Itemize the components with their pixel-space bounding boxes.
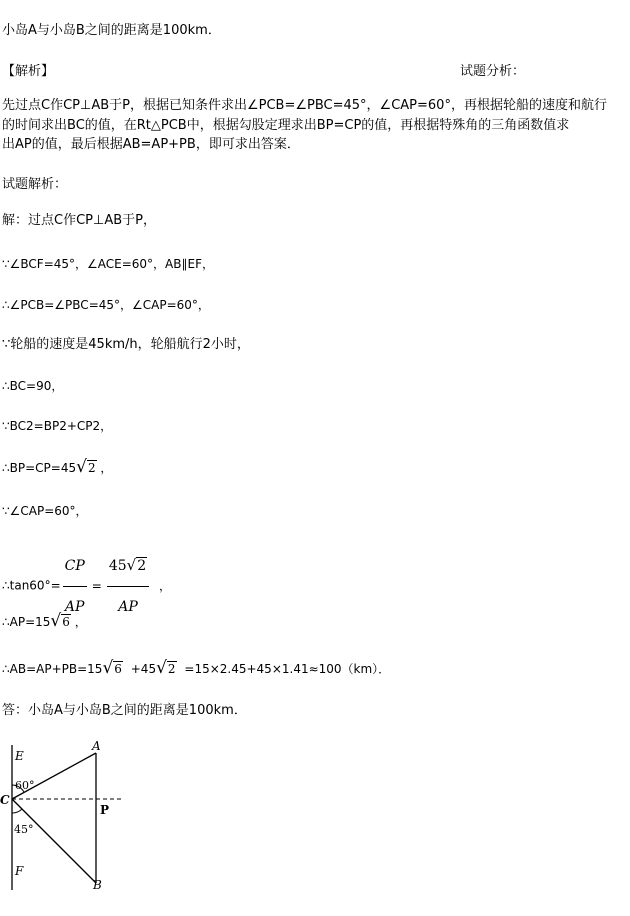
analysis-line-2: 的时间求出BC的值，在Rt△PCB中，根据勾股定理求出BP=CP的值，再根据特殊角的三角函数值求 (2, 118, 570, 133)
line-cb (12, 799, 96, 883)
step-3: ∴∠PCB=∠PBC=45°，∠CAP=60°， (2, 298, 210, 312)
step-9-prefix: ∴tan60°= (2, 578, 61, 593)
label-a: A (92, 740, 101, 753)
solution-heading: 试题解析： (2, 177, 68, 192)
angle-60-label: 60° (15, 779, 35, 792)
step-10-prefix: ∴AP=15 (2, 615, 51, 629)
angle-45-arc (12, 809, 22, 813)
step-10-suffix: ， (74, 615, 87, 629)
title-line: 小岛A与小岛B之间的距离是100km． (2, 23, 221, 38)
fraction-cp-ap: $\frac{CP}{AP}$ (63, 546, 87, 627)
jiexi-heading: 【解析】 (2, 64, 55, 79)
step-7 (2, 458, 112, 477)
step-11-b: +45 (130, 662, 157, 676)
step-2: ∵∠BCF=45°，∠ACE=60°，AB∥EF， (2, 257, 214, 271)
step-11-c: =15×2.45+45×1.41≈100（km）． (184, 662, 391, 676)
step-1: 解：过点C作CP⊥AB于P， (2, 213, 156, 228)
step-11-a: ∴AB=AP+PB=15 (2, 662, 103, 676)
step-6: ∵BC2=BP2+CP2， (2, 419, 113, 433)
step-10 (2, 612, 87, 631)
sqrt-2: √2 (76, 457, 96, 477)
angle-45-label: 45° (14, 823, 34, 836)
sqrt-2-b: √2 (156, 658, 176, 678)
step-7-suffix: ， (100, 461, 113, 475)
sqrt-6: √6 (50, 611, 70, 631)
label-e: E (15, 749, 24, 763)
step-7-prefix: ∴BP=CP=45 (2, 461, 77, 475)
label-p: P (100, 803, 110, 817)
analysis-line-1: 先过点C作CP⊥AB于P，根据已知条件求出∠PCB=∠PBC=45°，∠CAP=60°，再根据轮船的速度和航行 (2, 98, 607, 113)
step-4: ∵轮船的速度是45km/h，轮船航行2小时， (2, 337, 250, 352)
analysis-heading: 试题分析： (460, 64, 526, 79)
answer-line: 答：小岛A与小岛B之间的距离是100km． (2, 703, 247, 718)
line-ca (12, 753, 96, 799)
fraction-45sqrt2-ap: $\frac{45√2}{AP}$ (107, 545, 149, 627)
sqrt-6-b: √6 (102, 658, 122, 678)
step-9-suffix: ， (158, 578, 171, 593)
analysis-line-3: 出AP的值，最后根据AB=AP+PB，即可求出答案． (2, 137, 300, 152)
label-f: F (15, 864, 24, 878)
geometry-figure (0, 740, 140, 900)
step-5: ∴BC=90， (2, 379, 64, 393)
step-8: ∵∠CAP=60°， (2, 504, 88, 518)
label-c: C (0, 793, 10, 807)
equals-sign: = (91, 578, 102, 593)
step-11 (2, 659, 390, 678)
label-b: B (93, 878, 102, 892)
